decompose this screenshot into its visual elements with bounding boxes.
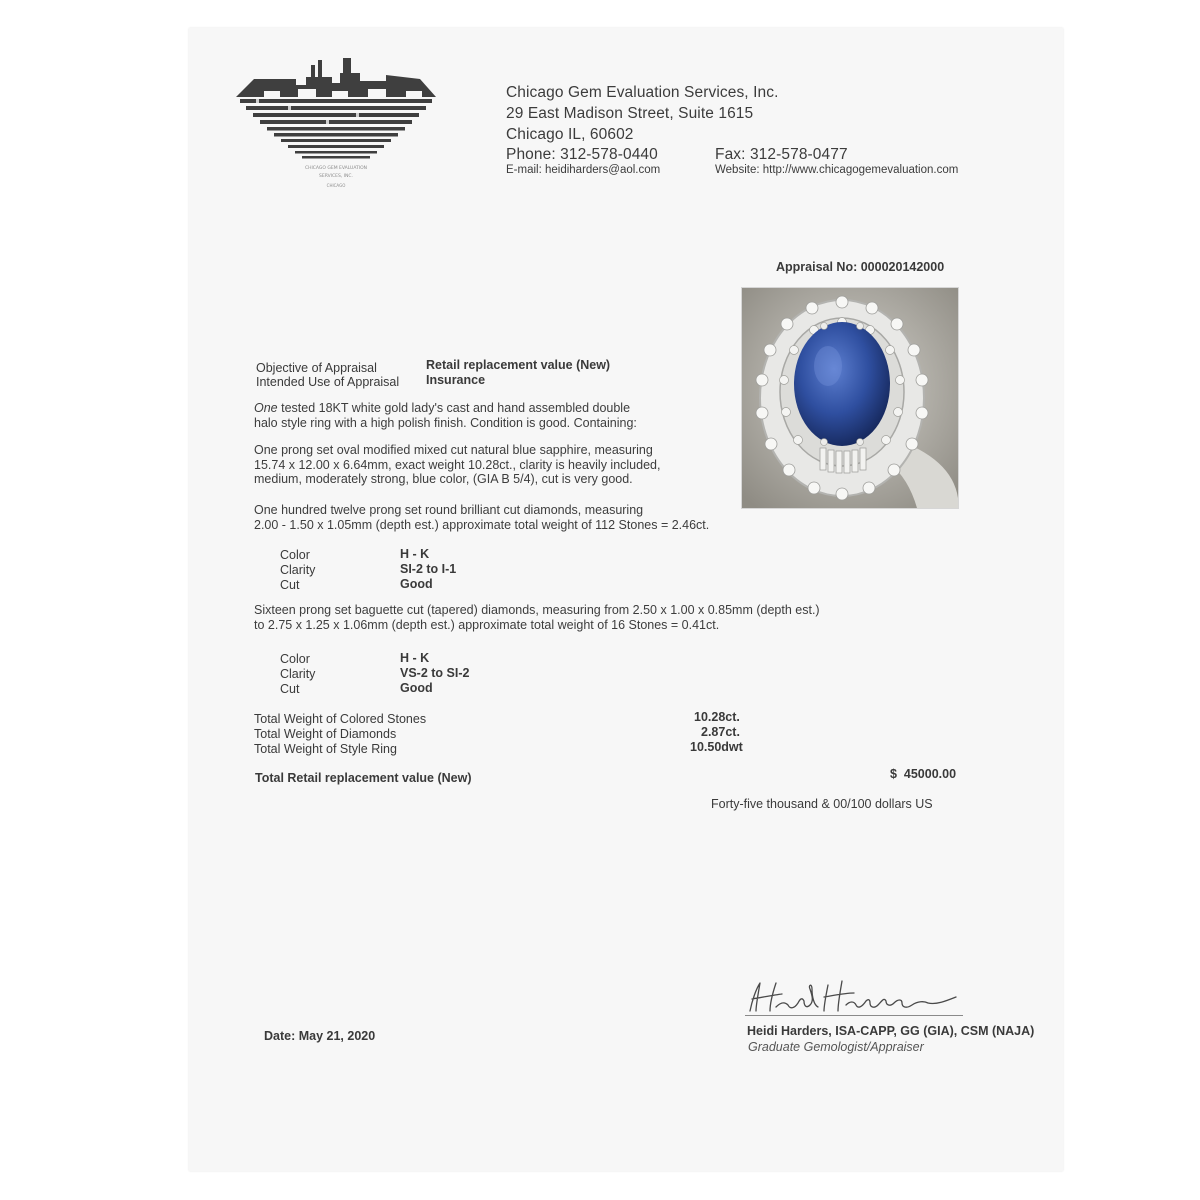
total-retail-label: Total Retail replacement value (New) bbox=[255, 771, 472, 785]
sapphire-line-2: 15.74 x 12.00 x 6.64mm, exact weight 10.28ct., clarity is heavily included, bbox=[254, 457, 661, 472]
appraisal-number: Appraisal No: 000020142000 bbox=[776, 260, 945, 274]
sapphire-ring-photo-icon bbox=[742, 288, 958, 508]
intended-use-label: Intended Use of Appraisal bbox=[256, 375, 400, 389]
round-cut-label: Cut bbox=[280, 578, 300, 592]
round-clarity-label: Clarity bbox=[280, 563, 316, 577]
total-ring-label: Total Weight of Style Ring bbox=[254, 742, 397, 756]
logo-fine-print-3: CHICAGO bbox=[326, 183, 346, 188]
round-diamond-description bbox=[254, 503, 709, 532]
sapphire-line-1: One prong set oval modified mixed cut natural blue sapphire, measuring bbox=[254, 443, 653, 457]
company-address-2: Chicago IL, 60602 bbox=[506, 126, 634, 143]
baguette-line-1: Sixteen prong set baguette cut (tapered) diamonds, measuring from 2.50 x 1.00 x 0.85mm (depth est.) bbox=[254, 603, 820, 617]
baguette-color-label: Color bbox=[280, 652, 310, 666]
total-colored-label: Total Weight of Colored Stones bbox=[254, 712, 427, 726]
logo-fine-print-1: CHICAGO GEM EVALUATION bbox=[304, 166, 368, 171]
round-clarity-value: SI-2 to I-1 bbox=[400, 562, 457, 576]
logo-fine-print-2: SERVICES, INC. bbox=[319, 174, 353, 179]
baguette-cut-value: Good bbox=[400, 681, 433, 695]
sapphire-line-3: medium, moderately strong, blue color, (GIA B 5/4), cut is very good. bbox=[254, 472, 633, 486]
total-diamonds-value: 2.87ct. bbox=[701, 725, 740, 739]
company-name: Chicago Gem Evaluation Services, Inc. bbox=[506, 84, 779, 101]
round-cut-value: Good bbox=[400, 577, 433, 591]
round-line-1: One hundred twelve prong set round brilliant cut diamonds, measuring bbox=[254, 503, 644, 517]
baguette-cut-label: Cut bbox=[280, 682, 300, 696]
baguette-color-value: H - K bbox=[400, 651, 430, 665]
intro-line-2: halo style ring with a high polish finish. Condition is good. Containing: bbox=[254, 415, 637, 430]
total-diamonds-label: Total Weight of Diamonds bbox=[254, 727, 397, 741]
baguette-clarity-label: Clarity bbox=[280, 667, 316, 681]
appraiser-title: Graduate Gemologist/Appraiser bbox=[748, 1040, 924, 1054]
company-address-1: 29 East Madison Street, Suite 1615 bbox=[506, 105, 754, 122]
sapphire-description bbox=[254, 443, 660, 487]
ring-description bbox=[254, 401, 637, 430]
objective-label: Objective of Appraisal bbox=[256, 361, 377, 375]
appraisal-date: Date: May 21, 2020 bbox=[264, 1029, 376, 1043]
intro-lead: One bbox=[254, 401, 278, 415]
baguette-line-2: to 2.75 x 1.25 x 1.06mm (depth est.) approximate total weight of 16 Stones = 0.41ct. bbox=[254, 617, 720, 632]
round-color-value: H - K bbox=[400, 547, 430, 561]
round-color-label: Color bbox=[280, 548, 310, 562]
handwritten-signature-icon bbox=[742, 975, 967, 1020]
total-colored-value: 10.28ct. bbox=[694, 710, 740, 724]
total-ring-value: 10.50dwt bbox=[690, 740, 743, 754]
round-line-2: 2.00 - 1.50 x 1.05mm (depth est.) approximate total weight of 112 Stones = 2.46ct. bbox=[254, 517, 710, 532]
company-fax: Fax: 312-578-0477 bbox=[715, 146, 848, 163]
company-phone: Phone: 312-578-0440 bbox=[506, 146, 658, 163]
baguette-description bbox=[254, 603, 820, 632]
total-retail-words: Forty-five thousand & 00/100 dollars US bbox=[711, 797, 933, 811]
company-website: Website: http://www.chicagogemevaluation.com bbox=[715, 164, 959, 176]
intended-use-value: Insurance bbox=[426, 373, 486, 387]
baguette-clarity-value: VS-2 to SI-2 bbox=[400, 666, 470, 680]
signature-line bbox=[745, 1015, 963, 1016]
company-email: E-mail: heidiharders@aol.com bbox=[506, 164, 661, 176]
company-logo-icon bbox=[236, 55, 436, 215]
ring-photo bbox=[741, 287, 959, 509]
total-retail-value: $ 45000.00 bbox=[890, 767, 957, 781]
intro-rest: tested 18KT white gold lady's cast and hand assembled double bbox=[277, 401, 631, 415]
objective-value: Retail replacement value (New) bbox=[426, 358, 611, 372]
appraiser-name: Heidi Harders, ISA-CAPP, GG (GIA), CSM (NAJA) bbox=[747, 1024, 1035, 1038]
